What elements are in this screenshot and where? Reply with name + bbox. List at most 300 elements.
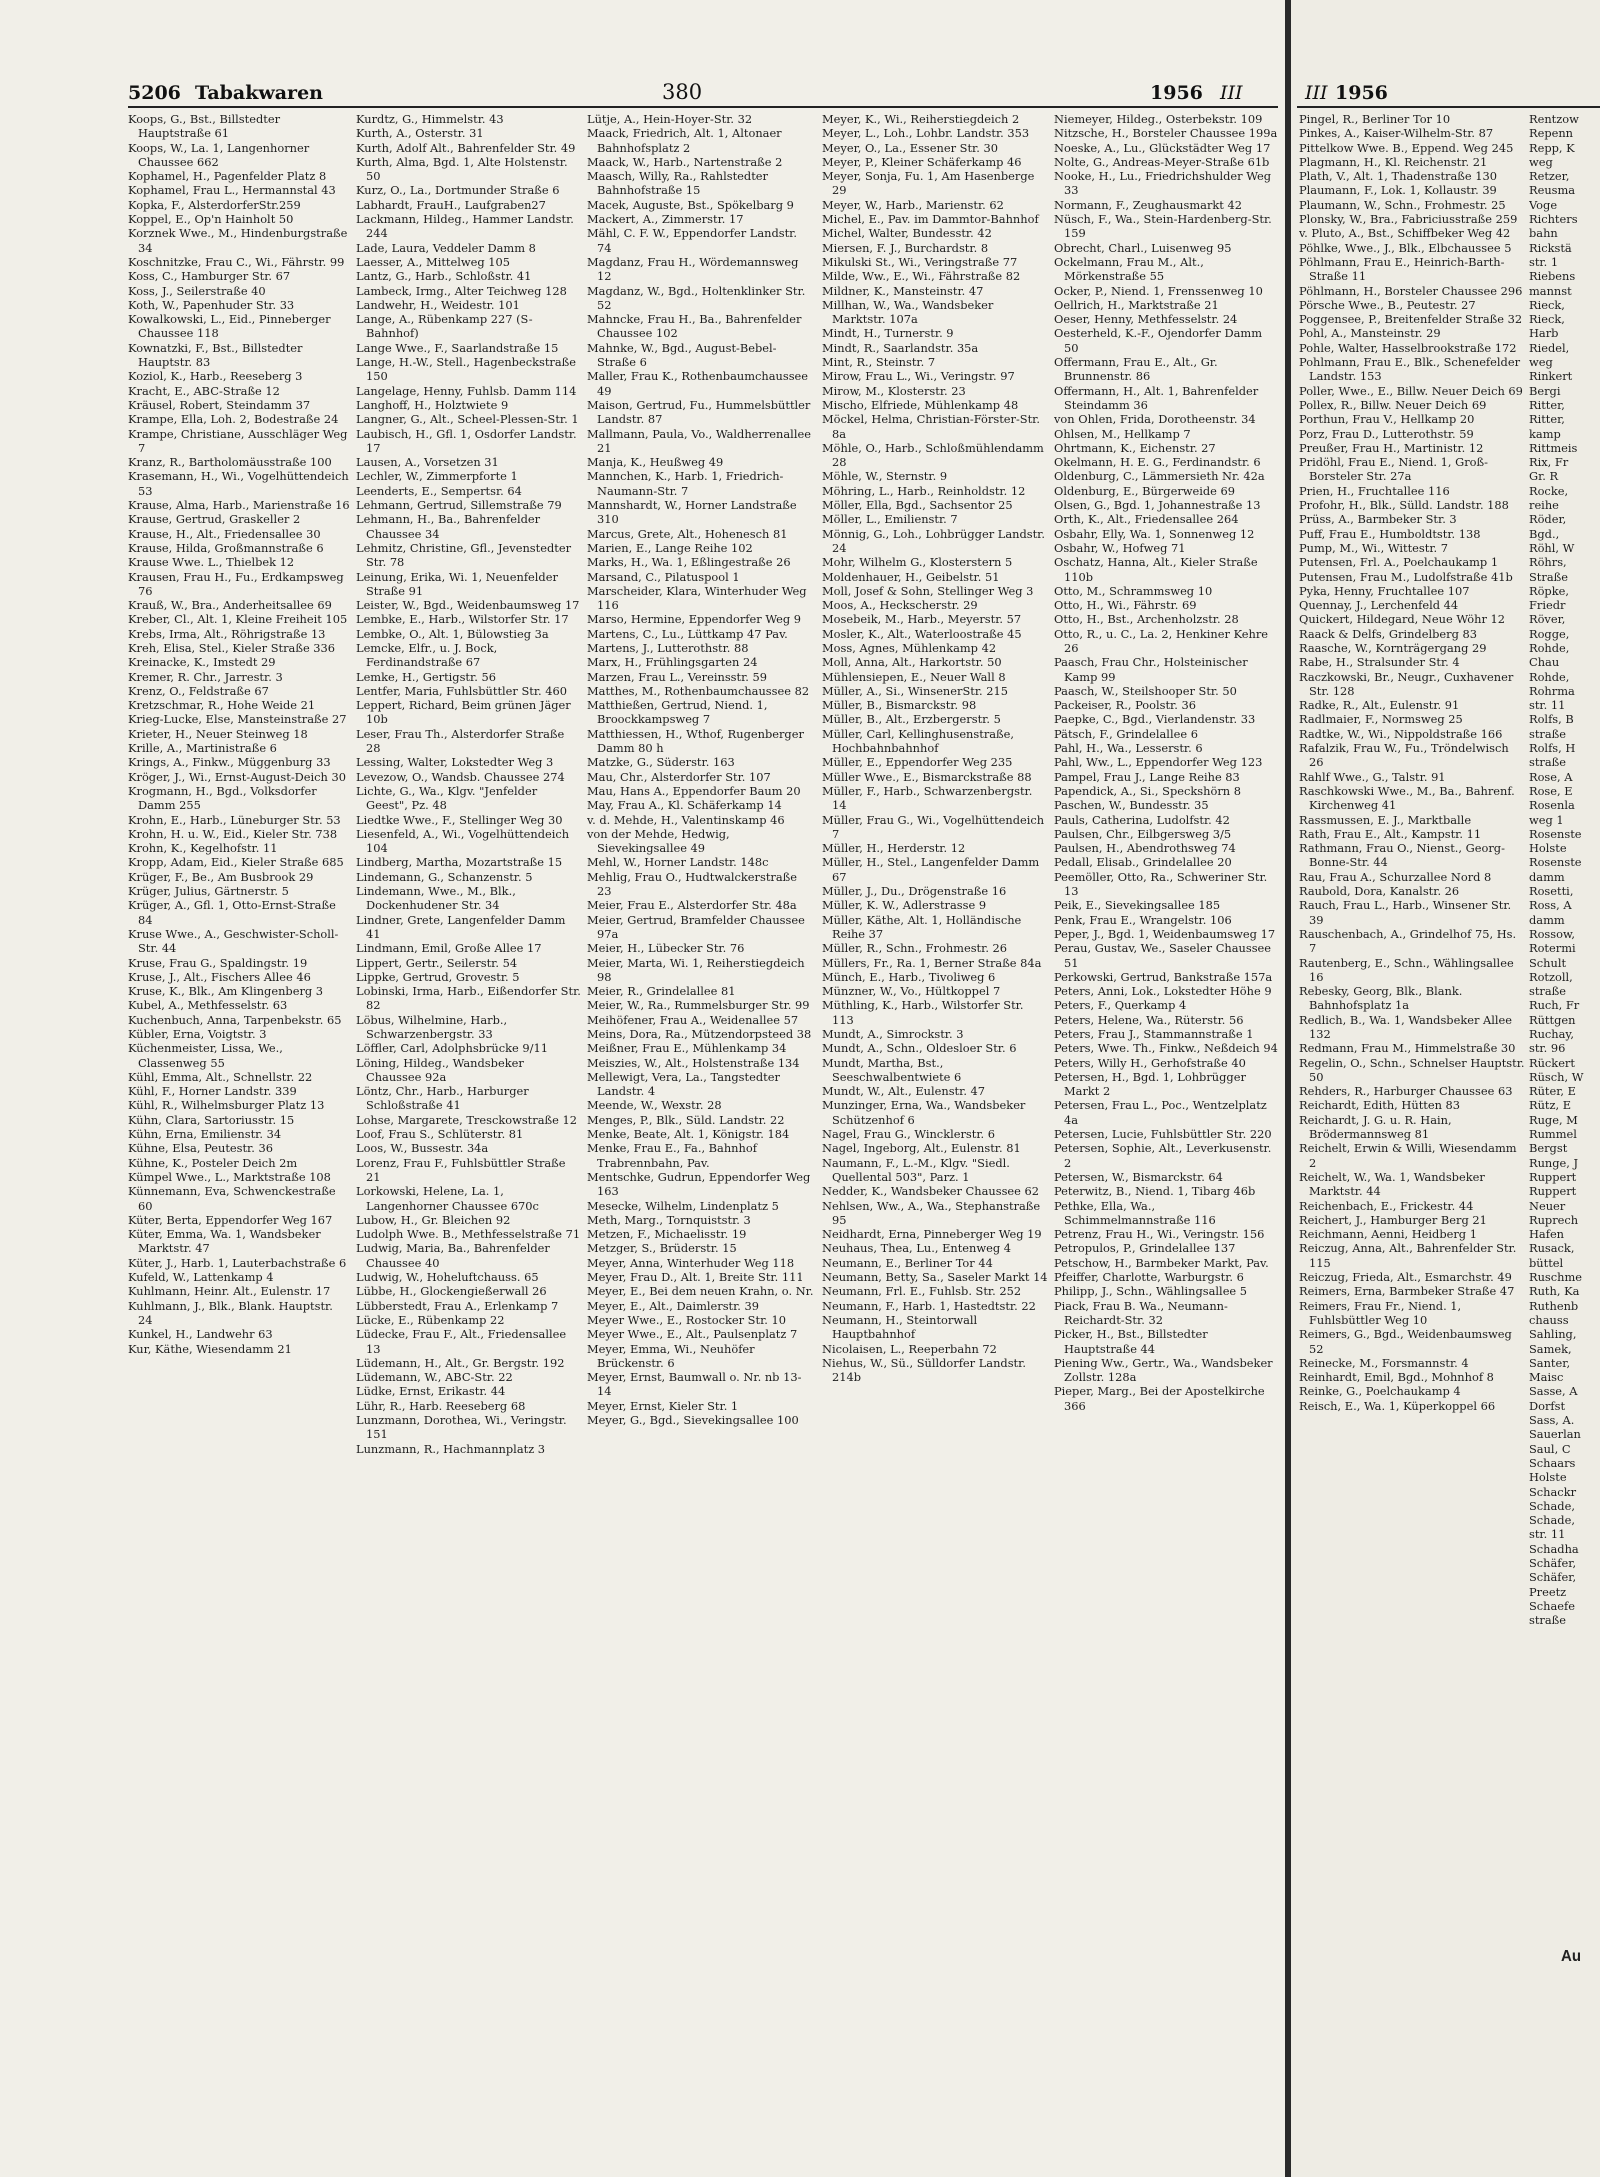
directory-entry: Meins, Dora, Ra., Mützendorpsteed 38: [587, 1027, 812, 1041]
directory-entry: Meyer, O., La., Essener Str. 30: [822, 140, 998, 155]
directory-entry: Lehmitz, Christine, Gfl., Jevenstedter Str. 78: [356, 540, 572, 570]
directory-entry: Leister, W., Bgd., Weidenbaumsweg 17: [356, 598, 580, 613]
directory-entry: v. d. Mehde, H., Valentinskamp 46: [587, 812, 785, 827]
directory-entry: Rusack,: [1529, 1241, 1575, 1256]
directory-entry: Lange Wwe., F., Saarlandstraße 15: [356, 340, 559, 355]
directory-entry: Loof, Frau S., Schlüterstr. 81: [356, 1127, 524, 1142]
directory-entry: Kühl, Emma, Alt., Schnellstr. 22: [128, 1069, 313, 1084]
directory-entry: Paasch, Frau Chr., Holsteinischer Kamp 99: [1054, 655, 1248, 684]
directory-entry: Levezow, O., Wandsb. Chaussee 274: [356, 769, 565, 784]
directory-entry: Lade, Laura, Veddeler Damm 8: [356, 240, 536, 255]
directory-entry: Miersen, F. J., Burchardstr. 8: [822, 240, 989, 255]
directory-entry: Pieper, Marg., Bei der Apostelkirche 366: [1054, 1384, 1265, 1413]
directory-entry: Lindemann, Wwe., M., Blk., Dockenhudener Str. 34: [356, 884, 516, 913]
directory-entry: Lunzmann, Dorothea, Wi., Veringstr. 151: [356, 1413, 567, 1442]
directory-entry: Perau, Gustav, We., Saseler Chaussee 51: [1054, 941, 1272, 970]
directory-entry: Petersen, Lucie, Fuhlsbüttler Str. 220: [1054, 1127, 1272, 1142]
directory-entry: Lindemann, G., Schanzenstr. 5: [356, 869, 533, 884]
directory-entry: Krieter, H., Neuer Steinweg 18: [128, 726, 308, 741]
directory-entry: Plath, V., Alt. 1, Thadenstraße 130: [1299, 169, 1497, 184]
directory-entry: Müller, J., Du., Drögenstraße 16: [822, 884, 1007, 899]
directory-entry: Poggensee, P., Breitenfelder Straße 32: [1299, 312, 1523, 327]
directory-entry: Matthießen, Gertrud, Niend. 1, Broockkampsweg 7: [587, 698, 768, 727]
directory-entry: Quickert, Hildegard, Neue Wöhr 12: [1299, 612, 1506, 627]
directory-entry: Schult: [1529, 955, 1567, 970]
directory-entry: Rau, Frau A., Schurzallee Nord 8: [1299, 869, 1492, 884]
directory-entry: Penk, Frau E., Wrangelstr. 106: [1054, 912, 1232, 927]
directory-entry: Rosenste: [1529, 826, 1582, 841]
directory-entry: Neumann, F., Harb. 1, Hastedtstr. 22: [822, 1298, 1036, 1313]
directory-entry: Otto, H., Wi., Fährstr. 69: [1054, 598, 1197, 613]
directory-entry: Korznek Wwe., M., Hindenburgstraße 34: [128, 226, 348, 255]
directory-entry: Ritter,: [1529, 412, 1565, 427]
directory-entry: Peper, J., Bgd. 1, Weidenbaumsweg 17: [1054, 926, 1276, 941]
directory-entry: Lantz, G., Harb., Schloßstr. 41: [356, 269, 532, 284]
directory-entry: Rolfs, H: [1529, 741, 1576, 756]
directory-entry: Kophamel, Frau L., Hermannstal 43: [128, 183, 336, 198]
directory-entry: Regelin, O., Schn., Schnelser Hauptstr. 50: [1299, 1055, 1525, 1084]
directory-entry: Kruse Wwe., A., Geschwister-Scholl-Str. 44: [128, 926, 339, 956]
directory-entry: Maison, Gertrud, Fu., Hummelsbüttler Landstr. 87: [587, 397, 811, 427]
directory-entry: Möhle, O., Harb., Schloßmühlendamm 28: [822, 440, 1044, 470]
directory-entry: Krings, A., Finkw., Müggenburg 33: [128, 755, 331, 770]
directory-entry: Pahl, Ww., L., Eppendorfer Weg 123: [1054, 755, 1263, 770]
directory-entry: Liesenfeld, A., Wi., Vogelhüttendeich 104: [356, 826, 570, 856]
directory-entry: Mikulski St., Wi., Veringstraße 77: [822, 254, 1018, 269]
directory-entry: Paasch, W., Steilshooper Str. 50: [1054, 683, 1237, 698]
directory-column-4: [822, 112, 1048, 1992]
directory-entry: Rüttgen: [1529, 1012, 1576, 1027]
directory-entry: Röpke,: [1529, 583, 1569, 598]
directory-entry: Rentzow: [1529, 112, 1579, 126]
directory-entry: Peters, F., Querkamp 4: [1054, 998, 1187, 1013]
directory-entry: Niehus, W., Sü., Sülldorfer Landstr. 214b: [822, 1355, 1026, 1385]
directory-entry: Petersen, W., Bismarckstr. 64: [1054, 1169, 1223, 1184]
directory-entry: Papendick, A., Si., Speckshörn 8: [1054, 783, 1241, 798]
directory-entry: Küter, J., Harb. 1, Lauterbachstraße 6: [128, 1255, 347, 1270]
directory-entry: str. 11: [1529, 1527, 1566, 1542]
directory-entry: Kuchenbuch, Anna, Tarpenbekstr. 65: [128, 1012, 342, 1027]
directory-entry: Martens, C., Lu., Lüttkamp 47 Pav.: [587, 626, 788, 641]
directory-entry: Redmann, Frau M., Himmelstraße 30: [1299, 1041, 1516, 1056]
directory-entry: Meyer Wwe., E., Alt., Paulsenplatz 7: [587, 1327, 798, 1342]
directory-entry: Voge: [1529, 197, 1558, 212]
directory-entry: Rose, A: [1529, 769, 1573, 784]
directory-entry: damm: [1529, 869, 1565, 884]
directory-entry: Noeske, A., Lu., Glückstädter Weg 17: [1054, 140, 1271, 155]
directory-entry: Rickstä: [1529, 240, 1572, 255]
directory-entry: Reusma: [1529, 183, 1576, 198]
directory-entry: Müller, R., Schn., Frohmestr. 26: [822, 941, 1008, 956]
directory-entry: Möhring, L., Harb., Reinholdstr. 12: [822, 483, 1026, 498]
page-code: 5206: [128, 82, 181, 104]
directory-entry: Reisch, E., Wa. 1, Küperkoppel 66: [1299, 1398, 1496, 1413]
directory-entry: Ohrtmann, K., Eichenstr. 27: [1054, 440, 1216, 455]
directory-entry: Lorkowski, Helene, La. 1, Langenhorner Chaussee 670c: [356, 1184, 539, 1213]
directory-entry: Lunzmann, R., Hachmannplatz 3: [356, 1441, 546, 1456]
directory-entry: Meyer, Sonja, Fu. 1, Am Hasenberge 29: [822, 169, 1035, 198]
directory-entry: Reinhardt, Emil, Bgd., Mohnhof 8: [1299, 1370, 1494, 1385]
directory-entry: Lindmann, Emil, Große Allee 17: [356, 941, 542, 956]
directory-entry: Nedder, K., Wandsbeker Chaussee 62: [822, 1184, 1040, 1199]
directory-entry: Peters, Helene, Wa., Rüterstr. 56: [1054, 1012, 1244, 1027]
directory-entry: Prien, H., Fruchtallee 116: [1299, 483, 1450, 498]
directory-entry: Rauch, Frau L., Harb., Winsener Str. 39: [1299, 898, 1512, 927]
directory-entry: Mau, Hans A., Eppendorfer Baum 20: [587, 783, 801, 798]
directory-entry: Nooke, H., Lu., Friedrichshulder Weg 33: [1054, 169, 1272, 198]
directory-entry: Puff, Frau E., Humboldtstr. 138: [1299, 526, 1481, 541]
directory-entry: Meyer, K., Wi., Reiherstiegdeich 2: [822, 112, 1020, 126]
directory-entry: Lemke, H., Gertigstr. 56: [356, 669, 496, 684]
directory-entry: Koppel, E., Op'n Hainholt 50: [128, 212, 294, 227]
directory-entry: Paepke, C., Bgd., Vierlandenstr. 33: [1054, 712, 1256, 727]
directory-entry: Rathmann, Frau O., Nienst., Georg-Bonne-Str. 44: [1299, 841, 1505, 870]
directory-entry: Paulsen, Chr., Eilbgersweg 3/5: [1054, 826, 1232, 841]
directory-entry: Koth, W., Papenhuder Str. 33: [128, 297, 295, 312]
directory-entry: Meyer, Ernst, Baumwall o. Nr. nb 13-14: [587, 1370, 802, 1399]
directory-entry: Niemeyer, Hildeg., Osterbekstr. 109: [1054, 112, 1263, 126]
directory-entry: Mundt, A., Schn., Oldesloer Str. 6: [822, 1041, 1017, 1056]
directory-entry: Nagel, Ingeborg, Alt., Eulenstr. 81: [822, 1141, 1021, 1156]
directory-entry: Macek, Auguste, Bst., Spökelbarg 9: [587, 197, 794, 212]
directory-entry: Bgd.,: [1529, 526, 1560, 541]
directory-entry: Kruse, Frau G., Spaldingstr. 19: [128, 955, 308, 970]
directory-entry: Kracht, E., ABC-Straße 12: [128, 383, 280, 398]
directory-entry: Magdanz, Frau H., Wördemannsweg 12: [587, 254, 799, 284]
directory-entry: Radlmaier, F., Normsweg 25: [1299, 712, 1463, 727]
directory-entry: Ludwig, Maria, Ba., Bahrenfelder Chaussee 40: [356, 1241, 550, 1270]
directory-entry: Pahl, H., Wa., Lesserstr. 6: [1054, 741, 1203, 756]
directory-entry: Müller, A., Si., WinsenerStr. 215: [822, 683, 1009, 698]
directory-entry: Meier, W., Ra., Rummelsburger Str. 99: [587, 998, 810, 1013]
directory-entry: Petschow, H., Barmbeker Markt, Pav.: [1054, 1255, 1269, 1270]
directory-entry: Neumann, Betty, Sa., Saseler Markt 14: [822, 1270, 1048, 1285]
directory-entry: Offermann, Frau E., Alt., Gr. Brunnenstr. 86: [1054, 355, 1218, 384]
directory-entry: Peters, Wwe. Th., Finkw., Neßdeich 94: [1054, 1041, 1278, 1056]
directory-entry: Rohde,: [1529, 669, 1570, 684]
directory-entry: bahn: [1529, 226, 1558, 241]
directory-entry: Möhle, W., Sternstr. 9: [822, 469, 948, 484]
directory-entry: Kühne, Elsa, Peutestr. 36: [128, 1141, 273, 1156]
directory-entry: Ockelmann, Frau M., Alt., Mörkenstraße 55: [1054, 254, 1204, 284]
directory-entry: Kufeld, W., Lattenkamp 4: [128, 1270, 274, 1285]
directory-entry: Pohlmann, Frau E., Blk., Schenefelder Landstr. 153: [1299, 355, 1521, 384]
section-title: Tabakwaren: [195, 82, 323, 104]
directory-entry: Leinung, Erika, Wi. 1, Neuenfelder Straße 91: [356, 569, 558, 598]
directory-entry: Santer,: [1529, 1355, 1571, 1370]
directory-entry: Rütz, E: [1529, 1098, 1572, 1113]
directory-entry: Piack, Frau B. Wa., Neumann-Reichardt-Str. 32: [1054, 1298, 1228, 1327]
directory-entry: Rauschenbach, A., Grindelhof 75, Hs. 7: [1299, 926, 1517, 956]
directory-entry: Lembke, O., Alt. 1, Bülowstieg 3a: [356, 626, 549, 641]
directory-entry: Peemöller, Otto, Ra., Schweriner Str. 13: [1054, 869, 1268, 899]
directory-entry: Meyer, Frau D., Alt. 1, Breite Str. 111: [587, 1270, 804, 1285]
directory-entry: weg: [1529, 154, 1553, 169]
directory-entry: Peters, Frau J., Stammannstraße 1: [1054, 1027, 1254, 1041]
directory-entry: mannst: [1529, 283, 1572, 298]
directory-entry: Reichmann, Aenni, Heidberg 1: [1299, 1227, 1477, 1242]
directory-entry: Putensen, Frl. A., Poelchaukamp 1: [1299, 555, 1499, 570]
directory-entry: Ross, A: [1529, 898, 1572, 913]
directory-entry: Pedall, Elisab., Grindelallee 20: [1054, 855, 1232, 870]
directory-entry: Ritter,: [1529, 397, 1565, 412]
directory-entry: Dorfst: [1529, 1398, 1566, 1413]
directory-entry: Nicolaisen, L., Reeperbahn 72: [822, 1341, 997, 1356]
directory-entry: Reichardt, Edith, Hütten 83: [1299, 1098, 1461, 1113]
directory-entry: Maack, Friedrich, Alt. 1, Altonaer Bahnhofsplatz 2: [587, 126, 782, 155]
directory-entry: Mehl, W., Horner Landstr. 148c: [587, 855, 769, 870]
directory-entry: Otto, M., Schrammsweg 10: [1054, 583, 1213, 598]
directory-entry: Osbahr, Elly, Wa. 1, Sonnenweg 12: [1054, 526, 1255, 541]
directory-entry: Müller, B., Bismarckstr. 98: [822, 698, 977, 713]
directory-entry: Kremer, R. Chr., Jarrestr. 3: [128, 669, 283, 684]
directory-entry: Mindt, H., Turnerstr. 9: [822, 326, 954, 341]
directory-entry: Milde, Ww., E., Wi., Fährstraße 82: [822, 269, 1021, 284]
directory-entry: Lembke, E., Harb., Wilstorfer Str. 17: [356, 612, 569, 627]
directory-entry: Normann, F., Zeughausmarkt 42: [1054, 197, 1242, 212]
directory-entry: Pohle, Walter, Hasselbrookstraße 172: [1299, 340, 1517, 355]
directory-entry: Moos, A., Heckscherstr. 29: [822, 598, 978, 613]
directory-entry: Schadha: [1529, 1541, 1579, 1556]
directory-entry: straße: [1529, 984, 1567, 999]
directory-entry: Reinke, G., Poelchaukamp 4: [1299, 1384, 1461, 1399]
directory-entry: Lüdecke, Frau F., Alt., Friedensallee 13: [356, 1327, 567, 1356]
directory-entry: Krampe, Christiane, Ausschläger Weg 7: [128, 426, 348, 455]
directory-entry: Lentfer, Maria, Fuhlsbüttler Str. 460: [356, 683, 568, 698]
directory-entry: Lorenz, Frau F., Fuhlsbüttler Straße 21: [356, 1155, 566, 1184]
directory-entry: Mesecke, Wilhelm, Lindenplatz 5: [587, 1198, 779, 1213]
right-header-rule: [1297, 106, 1600, 108]
directory-entry: Kuhlmann, J., Blk., Blank. Hauptstr. 24: [128, 1298, 333, 1327]
directory-entry: Runge, J: [1529, 1155, 1579, 1170]
directory-entry: Müller, F., Harb., Schwarzenbergstr. 14: [822, 783, 1033, 813]
directory-entry: Müller, Frau G., Wi., Vogelhüttendeich 7: [822, 812, 1045, 841]
directory-entry: Kreber, Cl., Alt. 1, Kleine Freiheit 105: [128, 612, 348, 627]
directory-entry: Moll, Anna, Alt., Harkortstr. 50: [822, 655, 1002, 670]
directory-entry: Menke, Beate, Alt. 1, Königstr. 184: [587, 1127, 790, 1142]
directory-entry: Petersen, H., Bgd. 1, Lohbrügger Markt 2: [1054, 1069, 1246, 1099]
directory-entry: Kurth, Adolf Alt., Bahrenfelder Str. 49: [356, 140, 576, 155]
directory-entry: Kubel, A., Methfesselstr. 63: [128, 998, 288, 1013]
directory-entry: Magdanz, W., Bgd., Holtenklinker Str. 52: [587, 283, 806, 312]
directory-entry: Reiczug, Frieda, Alt., Esmarchstr. 49: [1299, 1270, 1512, 1285]
directory-entry: Oldenburg, C., Lämmersieth Nr. 42a: [1054, 469, 1265, 484]
directory-entry: Harb: [1529, 326, 1559, 341]
directory-entry: Naumann, F., L.-M., Klgv. "Siedl. Quellental 503", Parz. 1: [822, 1155, 1010, 1184]
directory-entry: Pingel, R., Berliner Tor 10: [1299, 112, 1451, 126]
directory-entry: Meiszies, W., Alt., Holstenstraße 134: [587, 1055, 800, 1070]
directory-entry: Krogmann, H., Bgd., Volksdorfer Damm 255: [128, 783, 317, 813]
directory-entry: Kräusel, Robert, Steindamm 37: [128, 397, 311, 412]
directory-entry: Rahlf Wwe., G., Talstr. 91: [1299, 769, 1446, 784]
directory-entry: Radke, R., Alt., Eulenstr. 91: [1299, 698, 1460, 713]
directory-entry: str. 1: [1529, 254, 1559, 269]
directory-entry: Peters, Willy H., Gerhofstraße 40: [1054, 1055, 1246, 1070]
directory-entry: Krause, H., Alt., Friedensallee 30: [128, 526, 321, 541]
directory-entry: Kurth, Alma, Bgd. 1, Alte Holstenstr. 50: [356, 154, 568, 184]
directory-entry: Rummel: [1529, 1127, 1577, 1142]
directory-entry: Rossow,: [1529, 926, 1576, 941]
directory-entry: Krohn, K., Kegelhofstr. 11: [128, 841, 278, 856]
directory-entry: Möller, L., Emilienstr. 7: [822, 512, 958, 527]
directory-entry: Rosetti,: [1529, 884, 1574, 899]
directory-entry: Münzner, W., Vo., Hültkoppel 7: [822, 984, 1001, 999]
directory-entry: Nehlsen, Ww., A., Wa., Stephanstraße 95: [822, 1198, 1041, 1227]
directory-entry: Olsen, G., Bgd. 1, Johannestraße 13: [1054, 498, 1261, 513]
directory-entry: Möller, Ella, Bgd., Sachsentor 25: [822, 498, 1013, 513]
directory-entry: Bergi: [1529, 383, 1561, 398]
directory-entry: Plonsky, W., Bra., Fabriciusstraße 259: [1299, 212, 1518, 227]
directory-entry: Paulsen, H., Abendrothsweg 74: [1054, 841, 1236, 856]
directory-entry: Lohse, Margarete, Tresckowstraße 12: [356, 1112, 577, 1127]
directory-entry: Michel, E., Pav. im Dammtor-Bahnhof: [822, 212, 1039, 227]
directory-entry: Ruch, Fr: [1529, 998, 1580, 1013]
directory-entry: Löning, Hildeg., Wandsbeker Chaussee 92a: [356, 1055, 524, 1084]
directory-entry: Ruchay,: [1529, 1027, 1574, 1041]
directory-entry: Leppert, Richard, Beim grünen Jäger 10b: [356, 698, 571, 727]
directory-entry: Lindner, Grete, Langenfelder Damm 41: [356, 912, 566, 941]
directory-entry: Rafalzik, Frau W., Fu., Tröndelwisch 26: [1299, 741, 1509, 770]
directory-entry: Mau, Chr., Alsterdorfer Str. 107: [587, 769, 771, 784]
directory-entry: Marso, Hermine, Eppendorfer Weg 9: [587, 612, 801, 627]
directory-entry: Rotermi: [1529, 941, 1576, 956]
directory-entry: Rosenste: [1529, 855, 1582, 870]
directory-entry: Plaumann, F., Lok. 1, Kollaustr. 39: [1299, 183, 1497, 198]
directory-entry: Piening Ww., Gertr., Wa., Wandsbeker Zollstr. 128a: [1054, 1355, 1273, 1385]
directory-entry: Mehlig, Frau O., Hudtwalckerstraße 23: [587, 869, 797, 899]
directory-entry: Plaumann, W., Schn., Frohmestr. 25: [1299, 197, 1506, 212]
directory-entry: Richters: [1529, 212, 1578, 227]
directory-entry: Ohlsen, M., Hellkamp 7: [1054, 426, 1191, 441]
directory-entry: Langner, G., Alt., Scheel-Plessen-Str. 1: [356, 412, 579, 427]
directory-entry: Krampe, Ella, Loh. 2, Bodestraße 24: [128, 412, 339, 427]
directory-entry: Kröger, J., Wi., Ernst-August-Deich 30: [128, 769, 347, 784]
directory-entry: Küter, Berta, Eppendorfer Weg 167: [128, 1212, 333, 1227]
directory-entry: Meier, R., Grindelallee 81: [587, 984, 736, 999]
directory-entry: Saul, C: [1529, 1441, 1571, 1456]
directory-entry: Oeser, Henny, Methfesselstr. 24: [1054, 312, 1238, 327]
directory-entry: Krüger, A., Gfl. 1, Otto-Ernst-Straße 84: [128, 898, 336, 927]
directory-entry: Rohrma: [1529, 683, 1575, 698]
directory-entry: Peters, Anni, Lok., Lokstedter Höhe 9: [1054, 984, 1272, 999]
directory-entry: Mildner, K., Mansteinstr. 47: [822, 283, 984, 298]
directory-entry: Neumann, Frl. E., Fuhlsb. Str. 252: [822, 1284, 1022, 1299]
directory-entry: Petersen, Frau L., Poc., Wentzelplatz 4a: [1054, 1098, 1267, 1127]
directory-entry: Repp, K: [1529, 140, 1575, 155]
directory-entry: Mallmann, Paula, Vo., Waldherrenallee 21: [587, 426, 811, 455]
directory-entry: Bergst: [1529, 1141, 1568, 1156]
directory-entry: Sass, A.: [1529, 1413, 1575, 1428]
directory-entry: Pauls, Catherina, Ludolfstr. 42: [1054, 812, 1230, 827]
directory-entry: Marscheider, Klara, Winterhuder Weg 116: [587, 583, 807, 613]
directory-entry: Krauß, W., Bra., Anderheitsallee 69: [128, 598, 332, 613]
directory-entry: Pörsche Wwe., B., Peutestr. 27: [1299, 297, 1476, 312]
directory-entry: kamp: [1529, 426, 1561, 441]
directory-entry: Osbahr, W., Hofweg 71: [1054, 540, 1186, 555]
directory-entry: Mundt, W., Alt., Eulenstr. 47: [822, 1084, 986, 1099]
directory-entry: Prüss, A., Barmbeker Str. 3: [1299, 512, 1457, 527]
directory-entry: Kuhlmann, Heinr. Alt., Eulenstr. 17: [128, 1284, 331, 1299]
directory-entry: Müller, H., Stel., Langenfelder Damm 67: [822, 855, 1040, 884]
directory-entry: Kurdtz, G., Himmelstr. 43: [356, 112, 504, 126]
directory-entry: Petropulos, P., Grindelallee 137: [1054, 1241, 1236, 1256]
directory-entry: Laubisch, H., Gfl. 1, Osdorfer Landstr. 17: [356, 426, 577, 455]
directory-entry: Maller, Frau K., Rothenbaumchaussee 49: [587, 369, 809, 398]
directory-entry: Koops, G., Bst., Billstedter Hauptstraße 61: [128, 112, 281, 141]
directory-entry: Sauerlan: [1529, 1427, 1581, 1442]
directory-entry: Kümpel Wwe., L., Marktstraße 108: [128, 1169, 331, 1184]
directory-entry: Rocke,: [1529, 483, 1569, 498]
directory-column-3: [587, 112, 815, 1992]
directory-entry: Möckel, Helma, Christian-Förster-Str. 8a: [822, 412, 1040, 441]
directory-entry: Labhardt, FrauH., Laufgraben27: [356, 197, 546, 212]
directory-entry: Metzger, S., Brüderstr. 15: [587, 1241, 737, 1256]
directory-entry: Lubow, H., Gr. Bleichen 92: [356, 1212, 511, 1227]
directory-entry: Offermann, H., Alt. 1, Bahrenfelder Steindamm 36: [1054, 383, 1259, 412]
directory-entry: Koss, J., Seilerstraße 40: [128, 283, 266, 298]
directory-entry: Küter, Emma, Wa. 1, Wandsbeker Marktstr. 47: [128, 1227, 321, 1256]
directory-entry: Kurz, O., La., Dortmunder Straße 6: [356, 183, 560, 198]
directory-entry: Künnemann, Eva, Schwenckestraße 60: [128, 1184, 336, 1213]
directory-entry: Straße: [1529, 569, 1568, 584]
directory-entry: Rosenla: [1529, 798, 1575, 813]
directory-entry: Mackert, A., Zimmerstr. 17: [587, 212, 744, 227]
directory-entry: Ruschme: [1529, 1270, 1583, 1285]
directory-entry: Michel, Walter, Bundesstr. 42: [822, 226, 992, 241]
directory-entry: Lausen, A., Vorsetzen 31: [356, 455, 499, 470]
directory-entry: Meihöfener, Frau A., Weidenallee 57: [587, 1012, 799, 1027]
directory-entry: Röver,: [1529, 612, 1566, 627]
directory-entry: Krause, Gertrud, Graskeller 2: [128, 512, 301, 527]
directory-entry: Maasch, Willy, Ra., Rahlstedter Bahnhofstraße 15: [587, 169, 768, 198]
directory-entry: Pyka, Henny, Fruchtallee 107: [1299, 583, 1470, 598]
directory-entry: Kur, Käthe, Wiesendamm 21: [128, 1341, 292, 1356]
directory-entry: Philipp, J., Schn., Wählingsallee 5: [1054, 1284, 1248, 1299]
directory-entry: Müllers, Fr., Ra. 1, Berner Straße 84a: [822, 955, 1042, 970]
directory-entry: Lindberg, Martha, Mozartstraße 15: [356, 855, 563, 870]
directory-entry: Lücke, E., Rübenkamp 22: [356, 1312, 505, 1327]
directory-entry: Mundt, Martha, Bst., Seeschwalbentwiete 6: [822, 1055, 962, 1084]
directory-entry: Paschen, W., Bundesstr. 35: [1054, 798, 1209, 813]
directory-entry: straße: [1529, 1613, 1567, 1628]
directory-entry: Millhan, W., Wa., Wandsbeker Marktstr. 107a: [822, 297, 994, 327]
directory-entry: Lippert, Gertr., Seilerstr. 54: [356, 955, 518, 970]
directory-entry: Meyer, W., Harb., Marienstr. 62: [822, 197, 1004, 212]
directory-entry: Löbus, Wilhelmine, Harb., Schwarzenbergstr. 33: [356, 1012, 508, 1041]
directory-entry: Röhrs,: [1529, 555, 1567, 570]
directory-entry: Mönnig, G., Loh., Lohbrügger Landstr. 24: [822, 526, 1045, 555]
directory-entry: Mirow, M., Klosterstr. 23: [822, 383, 966, 398]
directory-entry: Küchenmeister, Lissa, We., Classenweg 55: [128, 1041, 283, 1070]
directory-entry: Rautenberg, E., Schn., Wählingsallee 16: [1299, 955, 1514, 984]
directory-entry: Lemcke, Elfr., u. J. Bock, Ferdinandstraße 67: [356, 640, 498, 670]
directory-entry: Schäfer,: [1529, 1555, 1577, 1570]
directory-entry: Laesser, A., Mittelweg 105: [356, 254, 511, 269]
directory-entry: Münch, E., Harb., Tivoliweg 6: [822, 969, 996, 984]
directory-entry: Mähl, C. F. W., Eppendorfer Landstr. 74: [587, 226, 797, 255]
directory-entry: Plagmann, H., Kl. Reichenstr. 21: [1299, 154, 1488, 169]
directory-entry: Munzinger, Erna, Wa., Wandsbeker Schützenhof 6: [822, 1098, 1026, 1127]
directory-entry: Leser, Frau Th., Alsterdorfer Straße 28: [356, 726, 565, 756]
directory-entry: Reichelt, Erwin & Willi, Wiesendamm 2: [1299, 1141, 1517, 1170]
directory-entry: Rose, E: [1529, 783, 1573, 798]
directory-entry: Okelmann, H. E. G., Ferdinandstr. 6: [1054, 455, 1261, 470]
directory-entry: Neidhardt, Erna, Pinneberger Weg 19: [822, 1227, 1042, 1242]
directory-entry: str. 11: [1529, 698, 1566, 713]
directory-entry: Mosler, K., Alt., Waterloostraße 45: [822, 626, 1022, 641]
directory-entry: Putensen, Frau M., Ludolfstraße 41b: [1299, 569, 1513, 584]
directory-entry: Krasemann, H., Wi., Vogelhüttendeich 53: [128, 469, 349, 498]
